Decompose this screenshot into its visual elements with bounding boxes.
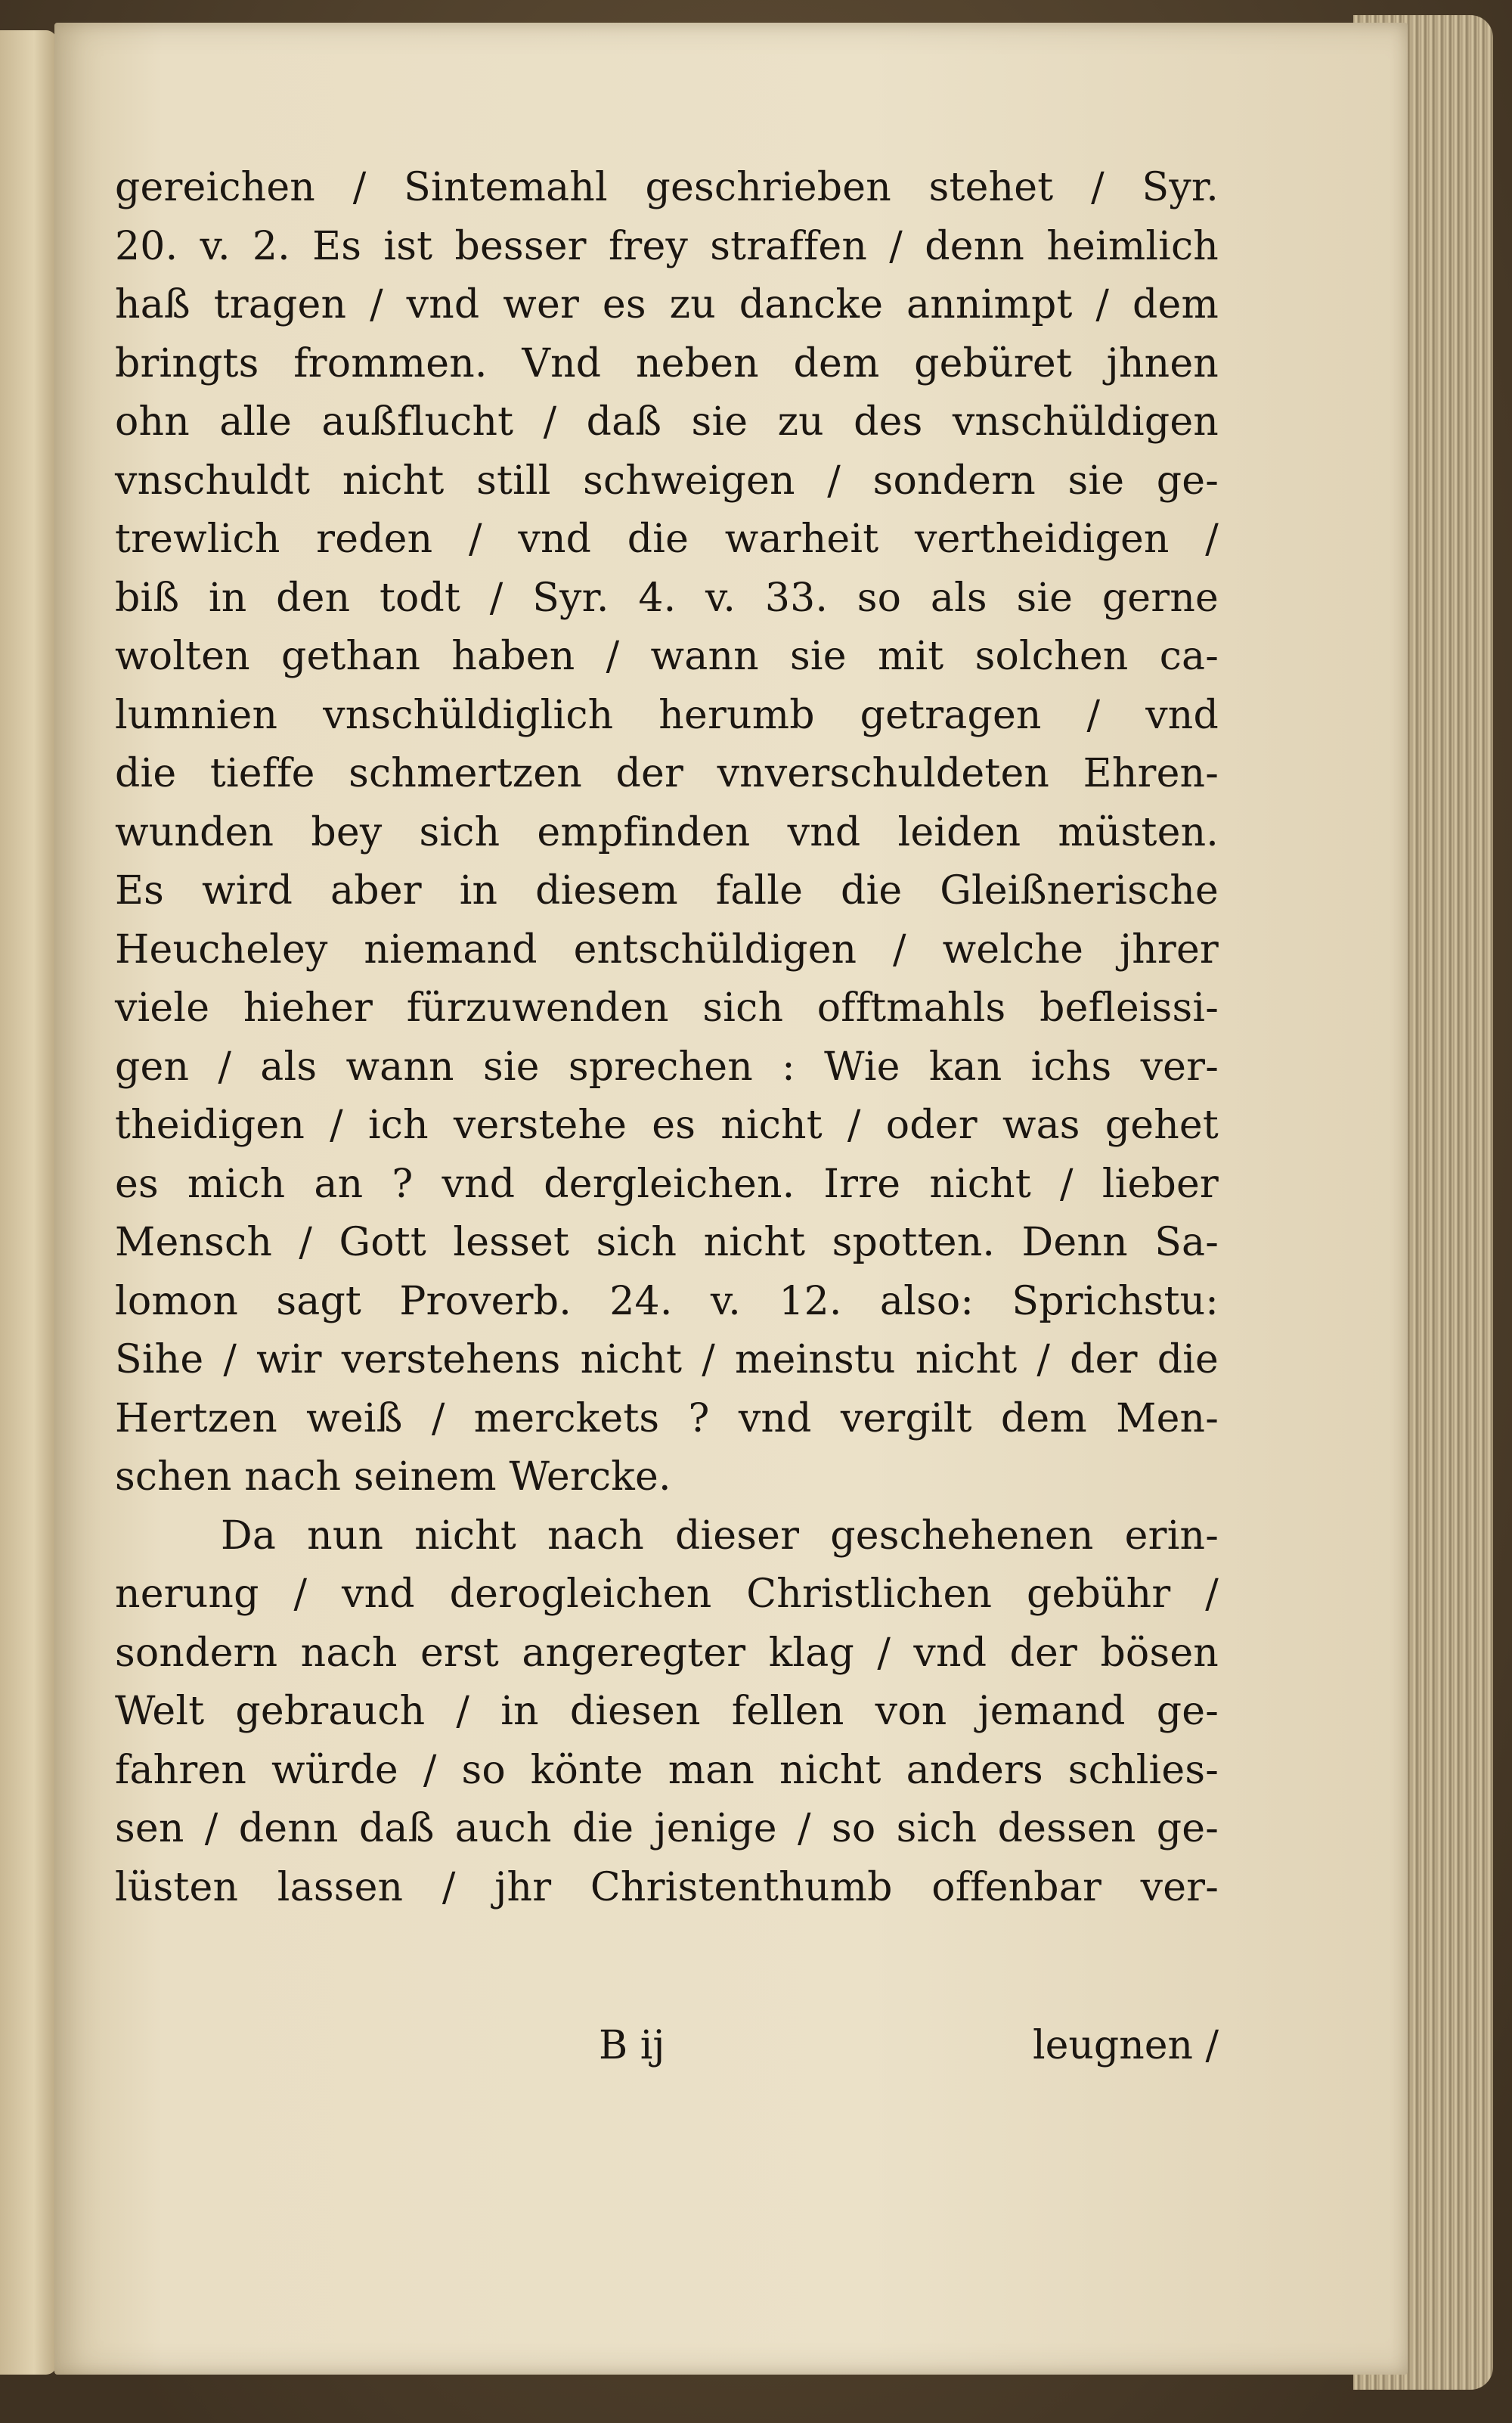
text-line: gereichen / Sintemahl geschrieben stehet / Syr. xyxy=(115,165,1219,210)
catchword: leugnen / xyxy=(1033,2023,1219,2068)
text-line: ohn alle außflucht / daß sie zu des vnschüldigen xyxy=(115,399,1219,445)
text-line: die tieffe schmertzen der vnverschuldeten Ehren- xyxy=(115,751,1219,796)
text-line: fahren würde / so könte man nicht anders schlies- xyxy=(115,1747,1219,1793)
text-line: wunden bey sich empfinden vnd leiden müsten. xyxy=(115,809,1219,855)
text-line: gen / als wann sie sprechen : Wie kan ichs ver- xyxy=(115,1044,1219,1090)
text-line: sondern nach erst angeregter klag / vnd der bösen xyxy=(115,1630,1219,1676)
text-line: Welt gebrauch / in diesen fellen von jemand ge- xyxy=(115,1689,1219,1734)
text-block xyxy=(115,159,1219,1917)
page-footer xyxy=(115,2023,1219,2083)
text-line: nerung / vnd derogleichen Christlichen gebühr / xyxy=(115,1571,1219,1617)
text-line: Heucheley niemand entschüldigen / welche jhrer xyxy=(115,926,1219,973)
text-line: biß in den todt / Syr. 4. v. 33. so als sie gerne xyxy=(115,575,1219,621)
text-line: wolten gethan haben / wann sie mit solchen ca- xyxy=(115,634,1219,679)
text-line: viele hieher fürzuwenden sich offtmahls befleissi- xyxy=(115,985,1219,1031)
paragraph-start-line: Da nun nicht nach dieser geschehenen erin- xyxy=(221,1512,1219,1559)
text-line: vnschuldt nicht still schweigen / sondern sie ge- xyxy=(115,458,1219,504)
text-line: Hertzen weiß / merckets ? vnd vergilt dem Men- xyxy=(115,1395,1219,1441)
text-line: sen / denn daß auch die jenige / so sich dessen ge- xyxy=(115,1806,1219,1851)
text-line: theidigen / ich verstehe es nicht / oder was gehet xyxy=(115,1103,1219,1148)
text-line: lüsten lassen / jhr Christenthumb offenbar ver- xyxy=(115,1864,1219,1910)
facing-page-edge xyxy=(0,30,57,2375)
text-line: es mich an ? vnd dergleichen. Irre nicht / lieber xyxy=(115,1161,1219,1207)
text-line: Sihe / wir verstehens nicht / meinstu nicht / der die xyxy=(115,1337,1219,1382)
text-line: bringts frommen. Vnd neben dem gebüret jhnen xyxy=(115,340,1219,386)
text-line: Es wird aber in diesem falle die Gleißnerische xyxy=(115,868,1219,914)
text-line: Mensch / Gott lesset sich nicht spotten. Denn Sa- xyxy=(115,1220,1219,1265)
text-line: 20. v. 2. Es ist besser frey straffen / denn heimlich xyxy=(115,223,1219,269)
text-line: lumnien vnschüldiglich herumb getragen / vnd xyxy=(115,692,1219,738)
text-line: lomon sagt Proverb. 24. v. 12. also: Sprichstu: xyxy=(115,1278,1219,1324)
signature-mark: B ij xyxy=(599,2023,665,2068)
text-line: trewlich reden / vnd die warheit vertheidigen / xyxy=(115,517,1219,562)
text-line: haß tragen / vnd wer es zu dancke annimpt / dem xyxy=(115,282,1219,327)
text-line-last: schen nach seinem Wercke. xyxy=(115,1454,671,1500)
